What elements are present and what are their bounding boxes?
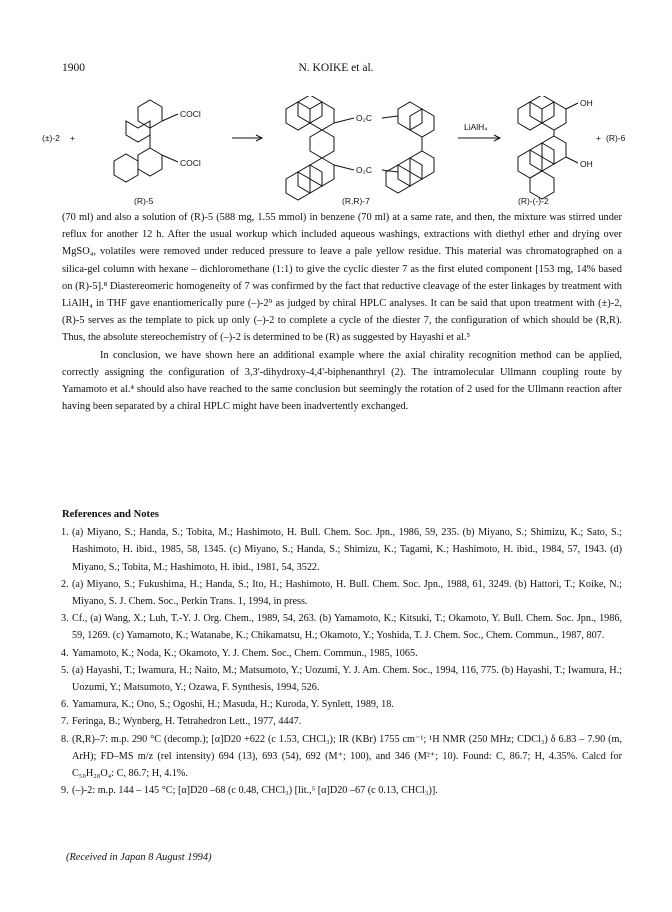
reference-number: 5.: [61, 664, 69, 676]
reference-number: 4.: [61, 647, 69, 659]
reference-item: [62, 731, 622, 783]
page-number: 1900: [62, 62, 85, 74]
reference-text: Feringa, B.; Wynberg, H. Tetrahedron Lett., 1977, 4447.: [72, 716, 302, 728]
references-list: [62, 524, 622, 799]
references-section: [62, 506, 622, 799]
page-header: [62, 62, 610, 78]
cocl-top-label: COCl: [180, 109, 201, 119]
reference-number: 6.: [61, 699, 69, 711]
reference-text: Yamamura, K.; Ono, S.; Ogoshi, H.; Masuda, H.; Kuroda, Y. Synlett, 1989, 18.: [72, 699, 394, 711]
reference-text: (a) Hayashi, T.; Iwamura, H.; Naito, M.; Matsumoto, Y.; Uozumi, Y. J. Am. Chem. Soc., 1994, 116, 775. (b) Hayashi, T.; Iwamura, H.; Uozumi, Y.; Matsumoto, Y.; Ozawa, F. Synthesis, 1994, 526.: [72, 664, 622, 694]
plus-sign-1: +: [70, 133, 75, 143]
received-date: (Received in Japan 8 August 1994): [66, 852, 212, 863]
running-title: N. KOIKE et al.: [298, 62, 374, 74]
reference-number: 3.: [61, 613, 69, 625]
reference-number: 2.: [61, 578, 69, 590]
reference-text: (–)-2: m.p. 144 – 145 °C; [α]D20 –68 (c 0.48, CHCl₃) [lit.,⁵ [α]D20 –67 (c 0.13, CHCl₃)].: [72, 785, 438, 797]
cocl-bottom-label: COCl: [180, 158, 201, 168]
arrow-1: [232, 135, 262, 141]
reference-item: [62, 662, 622, 696]
reagent-label: LiAlH₄: [464, 122, 488, 132]
o2c-top-label: O₂C: [356, 113, 373, 123]
reference-text: (a) Miyano, S.; Fukushima, H.; Handa, S.; Ito, H.; Hashimoto, H. Bull. Chem. Soc. Jpn., 1988, 61, 3249. (b) Hattori, T.; Koike, N.; Miyano, S. J. Chem. Soc., Perkin Trans. 1, 1994, in press.: [72, 578, 622, 608]
compound-5-label: (R)-5: [134, 196, 154, 206]
plus-sign-2: +: [596, 133, 601, 143]
reference-number: 1.: [61, 527, 69, 539]
product-2-label: (R)-(-)-2: [518, 196, 549, 206]
acid-chloride-5-structure: [114, 100, 178, 182]
reference-number: 9.: [61, 785, 69, 797]
reference-item: [62, 576, 622, 610]
product-6-label: (R)-6: [606, 133, 626, 143]
paragraph-conclusion: In conclusion, we have shown here an additional example where the axial chirality recognition method can be applied, correctly assigning the configuration of 3,3'-dihydroxy-4,4'-biphenanthryl (2). The intramolecular Ullmann coupling route by Yamamoto et al.⁴ should also have reached to the same conclusion but seemingly the rotation of 2 used for the Ullmann reaction after having been separated by a chiral HPLC might have been inadvertently exchanged.: [62, 349, 622, 413]
reference-item: [62, 524, 622, 576]
reaction-scheme: [40, 96, 630, 208]
reference-text: (a) Miyano, S.; Handa, S.; Tobita, M.; Hashimoto, H. Bull. Chem. Soc. Jpn., 1986, 59, 235. (b) Miyano, S.; Shimizu, K.; Sato, S.; Hashimoto, H. ibid., 1985, 58, 1345. (c) Miyano, S.; Handa, S.; Shimizu, K.; Tagami, K.; Hashimoto, H. ibid., 1984, 57, 1943. (d) Miyano, S.; Tobita, M.; Hashimoto, H. ibid., 1981, 54, 3522.: [72, 527, 622, 573]
reference-item: [62, 610, 622, 644]
reference-text: Cf., (a) Wang, X.; Luh, T.-Y. J. Org. Chem., 1989, 54, 263. (b) Yamamoto, K.; Kitsuki, T.; Okamoto, Y. Bull. Chem. Soc. Jpn., 1986, 59, 1269. (c) Yamamoto, K.; Watanabe, K.; Chikamatsu, H.; Okamoto, Y.; Yoshida, T. J. Chem. Soc., Chem. Commun., 1987, 807.: [72, 613, 622, 642]
reactant-racemic-2: (±)-2: [42, 133, 60, 143]
reference-item: [62, 645, 622, 662]
reference-number: 8.: [61, 733, 69, 745]
oh-top-label: OH: [580, 98, 593, 108]
cyclic-diester-7-structure: [286, 96, 434, 200]
references-heading: References and Notes: [62, 509, 159, 520]
o2c-bottom-label: O₂C: [356, 165, 373, 175]
reference-item: [62, 782, 622, 799]
arrow-2: [458, 135, 500, 141]
reference-text: Yamamoto, K.; Noda, K.; Okamoto, Y. J. Chem. Soc., Chem. Commun., 1985, 1065.: [72, 647, 418, 659]
diol-2-structure: [518, 96, 578, 199]
reference-number: 7.: [61, 716, 69, 728]
body-text: [62, 209, 622, 415]
reference-item: [62, 713, 622, 730]
paragraph-experimental: (70 ml) and also a solution of (R)-5 (588 mg, 1.55 mmol) in benzene (70 ml) at a same rate, and then, the mixture was stirred under reflux for another 12 h. After the usual workup which included aqueous washings, extractions with diethyl ether and drying over MgSO₄, volatiles were removed under reduced pressure to leave a pale yellow residue. This material was chromatographed on a silica-gel column with hexane – dichloromethane (1:1) to give the cyclic diester 7 as the first eluted component [153 mg, 14% based on (R)-5].⁸ Diastereomeric homogeneity of 7 was confirmed by the fact that reductive cleavage of the ester linkages by treatment with LiAlH₄ in THF gave enantiomerically pure (–)-2⁹ as judged by chiral HPLC analyses. It can be said that upon treatment with (±)-2, (R)-5 serves as the template to pick up only (–)-2 to complete a cycle of the diester 7, the configuration of which should be (R,R). Thus, the absolute stereochemistry of (–)-2 is determined to be (R) as suggested by Hayashi et al.⁵: [62, 212, 622, 344]
oh-bottom-label: OH: [580, 159, 593, 169]
reference-item: [62, 696, 622, 713]
compound-7-label: (R,R)-7: [342, 196, 370, 206]
reference-text: (R,R)–7: m.p. 290 °C (decomp.); [α]D20 +622 (c 1.53, CHCl₃); IR (KBr) 1755 cm⁻¹; ¹H NMR (250 MHz; CDCl₃) δ 6.83 – 7.90 (m, ArH); FD–MS m/z (rel intensity) 694 (13), 693 (54), 692 (M⁺; 100), and 346 (M²⁺; 10). Found: C, 86.7; H, 4.35%. Calcd for C₅₀H₂₈O₄: C, 86.7; H, 4.1%.: [72, 733, 622, 780]
